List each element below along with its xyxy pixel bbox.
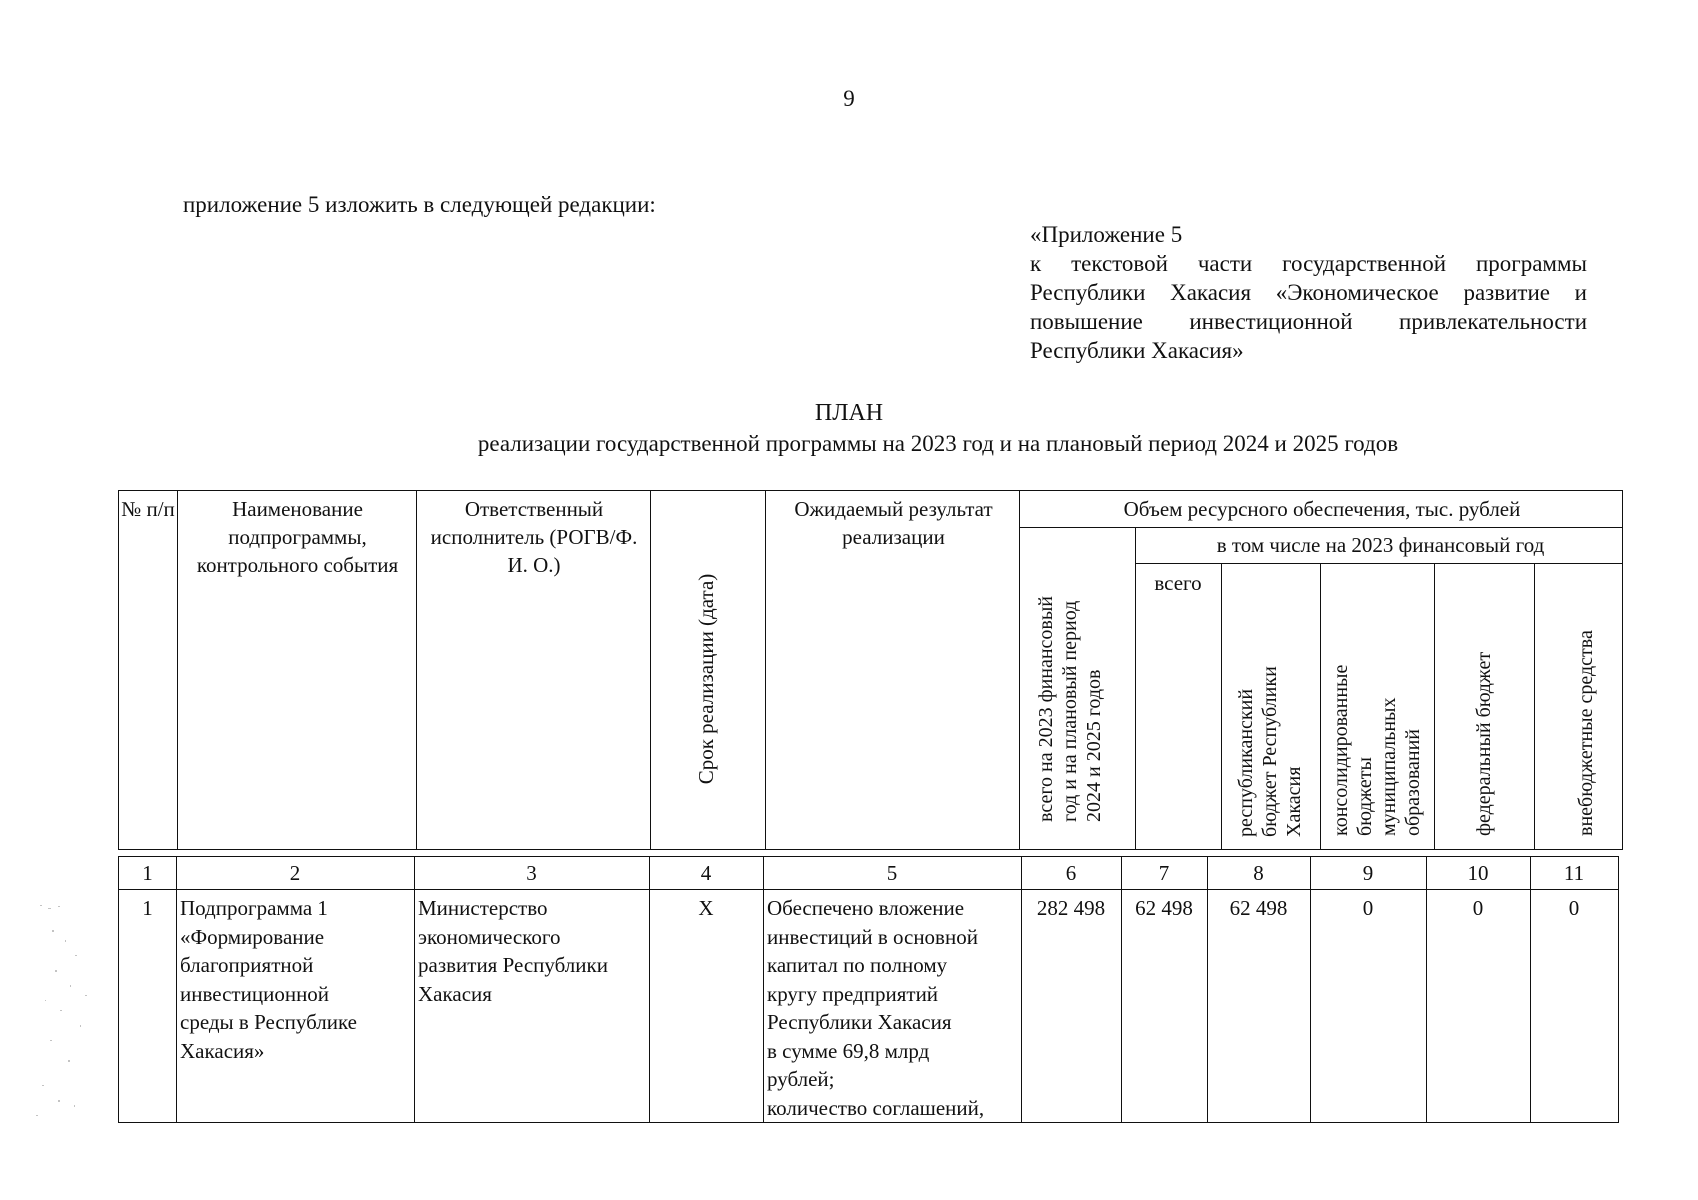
header-line: образований	[1402, 728, 1424, 836]
column-number: 5	[886, 861, 898, 885]
column-number: 3	[526, 861, 537, 885]
header-republican-budget	[1234, 577, 1306, 837]
column-number: 10	[1467, 861, 1489, 885]
row-federal-budget: 0	[1472, 896, 1484, 920]
intro-text: приложение 5 изложить в следующей редакции:	[183, 192, 656, 217]
text-line: рублей;	[767, 1067, 835, 1091]
column-numbers-row	[118, 856, 1619, 890]
row-subprogram-name	[180, 894, 412, 1065]
column-number: 2	[289, 861, 301, 885]
row-republican-budget: 62 498	[1229, 896, 1288, 920]
row-expected-result	[767, 894, 1019, 1122]
text-line: Республики Хакасия	[767, 1010, 952, 1034]
header-line: 2024 и 2025 годов	[1083, 669, 1105, 822]
row-number: 1	[142, 896, 153, 920]
column-number: 1	[142, 861, 153, 885]
column-number: 8	[1253, 861, 1264, 885]
column-number: 6	[1065, 861, 1077, 885]
header-municipal-budgets	[1329, 576, 1425, 836]
row-deadline: Х	[698, 896, 714, 920]
header-federal-budget: федеральный бюджет	[1473, 651, 1495, 836]
row-total-all: 282 498	[1036, 896, 1106, 920]
column-number: 4	[700, 861, 712, 885]
text-line: Подпрограмма 1	[180, 896, 328, 920]
plan-subtitle	[0, 431, 1698, 457]
header-number: № п/п	[121, 497, 175, 521]
text-line: инвестиций в основной	[767, 924, 978, 949]
header-line: бюджет Республики	[1259, 666, 1281, 837]
text-line: Хакасия»	[180, 1038, 265, 1063]
scan-artifact	[30, 900, 100, 1130]
header-executor: Ответственный исполнитель (РОГВ/Ф. И. О.)	[430, 497, 638, 577]
text-line: «Формирование	[180, 924, 325, 949]
text-line: инвестиционной	[180, 981, 330, 1006]
row-municipal-budgets: 0	[1362, 896, 1374, 920]
page-number: 9	[843, 86, 855, 111]
appendix-line: «Приложение 5	[1030, 222, 1183, 247]
text-line: в сумме 69,8 млрд	[767, 1038, 930, 1063]
text-line: кругу предприятий	[767, 981, 939, 1006]
row-total-2023: 62 498	[1135, 896, 1193, 920]
text-line: развития Республики	[418, 953, 608, 977]
text-line: благоприятной	[180, 953, 314, 977]
text-line: Министерство	[418, 896, 548, 920]
header-line: муниципальных	[1378, 697, 1400, 836]
header-resources: Объем ресурсного обеспечения, тыс. рублей	[1123, 497, 1521, 521]
plan-subtitle-text: реализации государственной программы на 2023 год и на плановый период 2024 и 2025 годов	[477, 431, 1399, 456]
column-number: 7	[1158, 861, 1170, 885]
appendix-line: Республики Хакасия «Экономическое развитие и	[1030, 280, 1587, 305]
header-total-2023: всего	[1154, 571, 1202, 595]
appendix-line: повышение инвестиционной привлекательности	[1030, 309, 1587, 334]
plan-title: ПЛАН	[814, 400, 884, 426]
text-line: количество соглашений,	[767, 1095, 985, 1120]
header-extrabudget: внебюджетные средства	[1575, 630, 1597, 836]
text-line: Обеспечено вложение	[767, 896, 965, 920]
text-line: Хакасия	[418, 981, 492, 1006]
appendix-line: Республики Хакасия»	[1030, 338, 1244, 363]
appendix-note	[1030, 220, 1587, 365]
appendix-line: к текстовой части государственной программы	[1030, 251, 1587, 276]
table-header	[118, 490, 1623, 850]
header-total-all-periods	[1034, 542, 1106, 822]
text-line: экономического	[418, 924, 561, 949]
table-row	[118, 889, 1619, 1123]
text-line: капитал по полному	[767, 953, 948, 977]
text-line: среды в Республике	[180, 1010, 357, 1034]
header-line: бюджеты	[1354, 757, 1376, 836]
header-expected-result: Ожидаемый результат реализации	[794, 497, 993, 549]
header-deadline: Срок реализации (дата)	[694, 573, 718, 785]
header-line: консолидированные	[1330, 664, 1352, 836]
header-2023-subgroup: в том числе на 2023 финансовый год	[1216, 533, 1545, 557]
header-line: республиканский	[1235, 688, 1257, 837]
header-line: всего на 2023 финансовый	[1035, 595, 1057, 822]
row-extrabudget: 0	[1568, 896, 1580, 920]
header-subprogram: Наименование подпрограммы, контрольного события	[196, 497, 399, 577]
column-number: 11	[1563, 861, 1585, 885]
row-executor	[418, 894, 648, 1008]
header-line: год и на плановый период	[1059, 600, 1081, 822]
column-number: 9	[1362, 861, 1374, 885]
header-line: Хакасия	[1283, 766, 1305, 837]
